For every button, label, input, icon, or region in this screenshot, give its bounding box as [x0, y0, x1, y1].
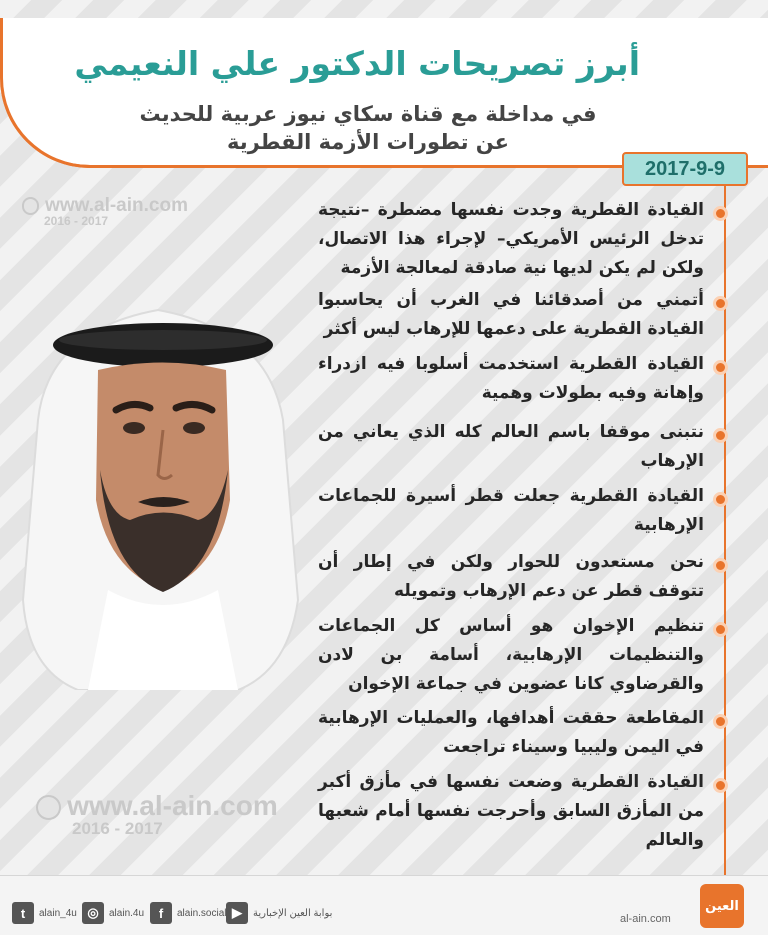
- bullet-dot: [713, 296, 728, 311]
- instagram-handle: alain.4u: [109, 907, 145, 919]
- brand-logo: العين: [700, 884, 744, 928]
- facebook-icon: f: [150, 902, 172, 924]
- bullet-dot: [713, 558, 728, 573]
- watermark-small: [22, 196, 188, 227]
- watermark-site: www.al-ain.com: [67, 790, 278, 821]
- youtube-link[interactable]: [226, 902, 332, 924]
- page-title: أبرز تصريحات الدكتور علي النعيمي: [74, 44, 640, 83]
- page-subtitle: في مداخلة مع قناة سكاي نيوز عربية للحديث عن تطورات الأزمة القطرية: [139, 102, 597, 154]
- copyright-icon: [36, 795, 61, 820]
- site-link[interactable]: al-ain.com: [620, 913, 671, 925]
- instagram-link[interactable]: [82, 902, 144, 924]
- quote-item: نحن مستعدون للحوار ولكن في إطار أن تتوقف قطر عن دعم الإرهاب وتمويله: [318, 552, 704, 601]
- twitter-icon: t: [12, 902, 34, 924]
- watermark-site: www.al-ain.com: [45, 195, 188, 216]
- facebook-link[interactable]: [150, 902, 226, 924]
- quote-item: تنظيم الإخوان هو أساس كل الجماعات والتنظيمات الإرهابية، أسامة بن لادن والقرضاوي كانا عضوين في جماعة الإخوان: [318, 616, 704, 694]
- facebook-handle: alain.social: [177, 907, 227, 919]
- youtube-handle: بوابة العين الإخبارية: [253, 907, 333, 919]
- copyright-icon: [22, 197, 39, 214]
- youtube-icon: ▶: [226, 902, 248, 924]
- twitter-handle: alain_4u: [39, 907, 77, 919]
- quote-item: القيادة القطرية جعلت قطر أسيرة للجماعات الإرهابية: [318, 486, 704, 535]
- bullet-dot: [713, 206, 728, 221]
- watermark-large: [36, 792, 278, 837]
- watermark-years: 2016 - 2017: [72, 819, 163, 839]
- quote-item: القيادة القطرية استخدمت أسلوبا فيه ازدراء وإهانة وفيه بطولات وهمية: [318, 354, 704, 403]
- quote-item: أتمني من أصدقائنا في الغرب أن يحاسبوا القيادة القطرية على دعمها للإرهاب ليس أكثر: [318, 290, 704, 339]
- twitter-link[interactable]: [12, 902, 77, 924]
- timeline-line: [724, 186, 726, 876]
- quote-item: القيادة القطرية وضعت نفسها في مأزق أكبر من المأزق السابق وأحرجت نفسها أمام شعبها والعالم: [318, 772, 704, 850]
- portrait-image: [8, 270, 308, 690]
- instagram-icon: ◎: [82, 902, 104, 924]
- quote-item: نتبنى موقفا باسم العالم كله الذي يعاني من الإرهاب: [318, 422, 704, 471]
- bullet-dot: [713, 360, 728, 375]
- bullet-dot: [713, 778, 728, 793]
- bullet-dot: [713, 622, 728, 637]
- watermark-years: 2016 - 2017: [44, 214, 109, 228]
- quote-item: القيادة القطرية وجدت نفسها مضطرة –نتيجة تدخل الرئيس الأمريكي– لإجراء هذا الاتصال، ولكن لم يكن لديها نية صادقة لمعالجة الأزمة: [318, 200, 704, 278]
- date-badge: 2017-9-9: [622, 152, 748, 186]
- quote-item: المقاطعة حققت أهدافها، والعمليات الإرهابية في اليمن وليبيا وسيناء تراجعت: [318, 708, 704, 757]
- bullet-dot: [713, 492, 728, 507]
- footer: [0, 875, 768, 935]
- bullet-dot: [713, 714, 728, 729]
- bullet-dot: [713, 428, 728, 443]
